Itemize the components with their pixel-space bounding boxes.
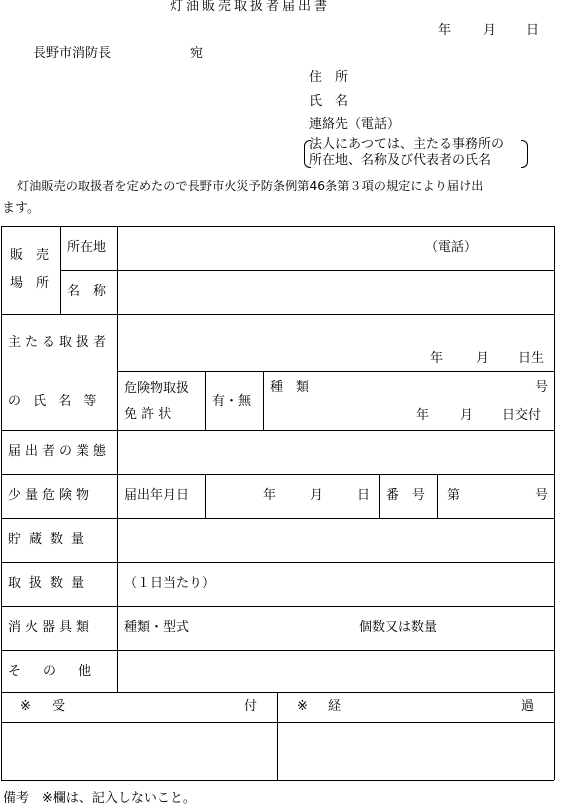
addressee-suffix: 宛 (190, 46, 204, 61)
filing-month: 月 (310, 488, 324, 503)
license-kind-label: 種 類 (270, 380, 310, 395)
sales-place-label-2: 場 所 (10, 276, 50, 291)
receipt-label-2: 付 (244, 699, 258, 714)
quantity-label: 個数又は数量 (359, 620, 438, 635)
license-yes-no: 有・無 (212, 394, 252, 409)
applicant-note-line2: 所在地、名称及び代表者の氏名 (309, 153, 492, 168)
small-hazmat-label: 少量危険物 (8, 488, 94, 503)
issue-day: 日交付 (502, 408, 542, 423)
type-model-label: 種類・型式 (124, 620, 190, 635)
birth-month: 月 (476, 351, 490, 366)
location-label: 所在地 (67, 240, 107, 255)
receipt-mark: ※ (20, 699, 31, 714)
intro-line2: ます。 (2, 201, 40, 216)
applicant-address-label: 住 所 (309, 70, 349, 85)
birth-day: 日生 (518, 351, 545, 366)
handling-label: 取扱数量 (8, 576, 93, 591)
issue-month: 月 (460, 408, 474, 423)
applicant-contact-label: 連絡先（電話） (309, 117, 401, 132)
intro-line1: 灯油販売の取扱者を定めたので長野市火災予防条例第46条第３項の規定により届け出 (17, 179, 484, 193)
per-day-label: （１日当たり） (124, 576, 216, 591)
progress-label-2: 過 (521, 699, 535, 714)
applicant-note-line1: 法人にあつては、主たる事務所の (309, 137, 505, 152)
filing-day: 日 (357, 488, 371, 503)
receipt-label-1: 受 (52, 699, 66, 714)
filing-year: 年 (263, 488, 277, 503)
footer-note: 備考 ※欄は、記入しないこと。 (3, 791, 196, 806)
handler-label-1: 主たる取扱者 (8, 335, 111, 350)
addressee-name: 長野市消防長 (33, 46, 112, 61)
phone-label: （電話） (425, 240, 478, 255)
birth-year: 年 (430, 351, 444, 366)
issue-year: 年 (416, 408, 430, 423)
license-label-2: 免 許 状 (124, 407, 172, 422)
progress-mark: ※ (297, 699, 308, 714)
note-right-paren (521, 140, 528, 168)
filing-number-suffix: 号 (535, 488, 549, 503)
license-label-1: 危険物取扱 (124, 381, 190, 396)
sales-place-label-1: 販 売 (10, 248, 50, 263)
license-number-suffix: 号 (535, 380, 549, 395)
business-label: 届出者の業態 (8, 444, 111, 459)
date-day: 日 (526, 23, 540, 38)
extinguisher-label: 消火器具類 (8, 620, 94, 635)
storage-label: 貯蔵数量 (8, 532, 93, 547)
date-month: 月 (483, 23, 497, 38)
progress-label-1: 経 (328, 699, 342, 714)
filing-date-label: 届出年月日 (124, 488, 190, 503)
other-label: その他 (8, 664, 114, 679)
page-title: 灯油販売取扱者届出書 (170, 0, 331, 14)
filing-number-label: 番 号 (386, 488, 426, 503)
applicant-name-label: 氏 名 (309, 94, 349, 109)
shop-name-label: 名 称 (67, 284, 107, 299)
handler-label-2: の 氏 名 等 (8, 394, 101, 409)
filing-number-prefix: 第 (447, 488, 461, 503)
date-year: 年 (438, 23, 452, 38)
